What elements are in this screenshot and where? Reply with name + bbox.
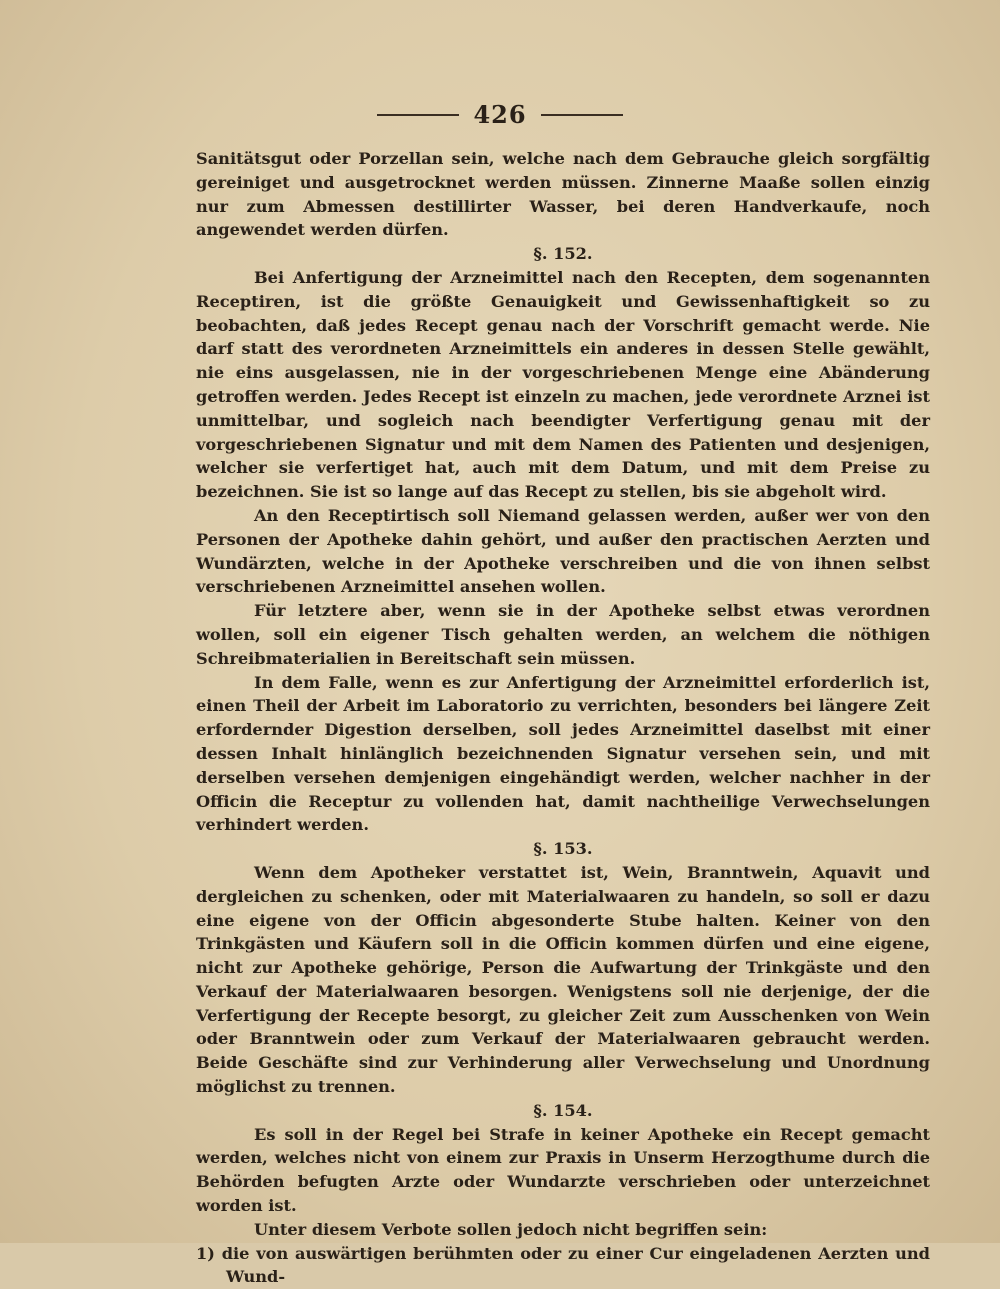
header-rule-right	[541, 114, 623, 116]
body-text	[196, 147, 930, 1289]
paragraph: In dem Falle, wenn es zur Anfertigung der Arzneimittel erforderlich ist, einen Theil der Arbeit im Laboratorio zu verrichten, besonders bei längere Zeit erfordernder Digestion derselben, soll jedes Arzneimittel daselbst mit einer dessen Inhalt hinlänglich bezeichnenden Signatur versehen sein, und mit derselben versehen demjenigen eingehändigt werden, welcher nachher in der Officin die Receptur zu vollenden hat, damit nachtheilige Verwechselungen verhindert werden.	[196, 672, 930, 835]
paragraph: Bei Anfertigung der Arzneimittel nach den Recepten, dem sogenannten Receptiren, ist die größte Genauigkeit und Gewissenhaftigkeit so zu beobachten, daß jedes Recept genau nach der Vorschrift gemacht werde. Nie darf statt des verordneten Arzneimittels ein anderes in dessen Stelle gewählt, nie eins ausgelassen, nie in der vorgeschriebenen Menge eine Abänderung getroffen werden. Jedes Recept ist einzeln zu machen, jede verordnete Arznei ist unmittelbar, und sogleich nach beendigter Verfertigung genau mit der vorgeschriebenen Signatur und mit dem Namen des Patienten und desjenigen, welcher sie verfertiget hat, auch mit dem Datum, und mit dem Preise zu bezeichnen. Sie ist so lange auf das Recept zu stellen, bis sie abgeholt wird.	[196, 267, 930, 502]
section-heading-153: §. 153.	[533, 839, 593, 859]
paragraph: Wenn dem Apotheker verstattet ist, Wein, Branntwein, Aquavit und dergleichen zu schenken, oder mit Materialwaaren zu handeln, so soll er dazu eine eigene von der Officin abgesonderte Stube halten. Keiner von den Trinkgästen und Käufern soll in die Officin kommen dürfen und eine eigene, nicht zur Apotheke gehörige, Person die Aufwartung der Trinkgäste und den Verkauf der Materialwaaren besorgen. Wenigstens soll nie derjenige, der die Verfertigung der Recepte besorgt, zu gleicher Zeit zum Ausschenken von Wein oder Branntwein oder zum Verkauf der Materialwaaren gebraucht werden. Beide Geschäfte sind zur Verhinderung aller Verwechselung und Unordnung möglichst zu trennen.	[196, 862, 930, 1097]
paragraph: Unter diesem Verbote sollen jedoch nicht begriffen sein:	[254, 1219, 768, 1239]
paragraph: An den Receptirtisch soll Niemand gelassen werden, außer wer von den Personen der Apotheke dahin gehört, und außer den practischen Aerzten und Wundärzten, welche in der Apotheke verschreiben und die von ihnen selbst verschriebenen Arzneimittel ansehen wollen.	[196, 505, 930, 597]
section-heading-152: §. 152.	[533, 244, 593, 264]
paragraph: Es soll in der Regel bei Strafe in keiner Apotheke ein Recept gemacht werden, welches nicht von einem zur Praxis in Unserm Herzogthume durch die Behörden befugten Arzte oder Wundarzte verschrieben oder unterzeichnet worden ist.	[196, 1124, 930, 1216]
list-item: 1) die von auswärtigen berühmten oder zu einer Cur eingeladenen Aerzten und Wund-	[196, 1243, 930, 1287]
paragraph-continuation: Sanitätsgut oder Porzellan sein, welche nach dem Gebrauche gleich sorgfältig gereiniget und ausgetrocknet werden müssen. Zinnerne Maaße sollen einzig nur zum Abmessen destillirter Wasser, bei deren Handverkaufe, noch angewendet werden dürfen.	[196, 149, 930, 240]
page-number: 426	[473, 100, 527, 129]
section-heading-154: §. 154.	[533, 1100, 593, 1120]
header-rule-left	[377, 114, 459, 116]
page-header	[0, 100, 1000, 129]
paragraph: Für letztere aber, wenn sie in der Apotheke selbst etwas verordnen wollen, soll ein eigener Tisch gehalten werden, an welchem die nöthigen Schreibmaterialien in Bereitschaft sein müssen.	[196, 601, 930, 668]
